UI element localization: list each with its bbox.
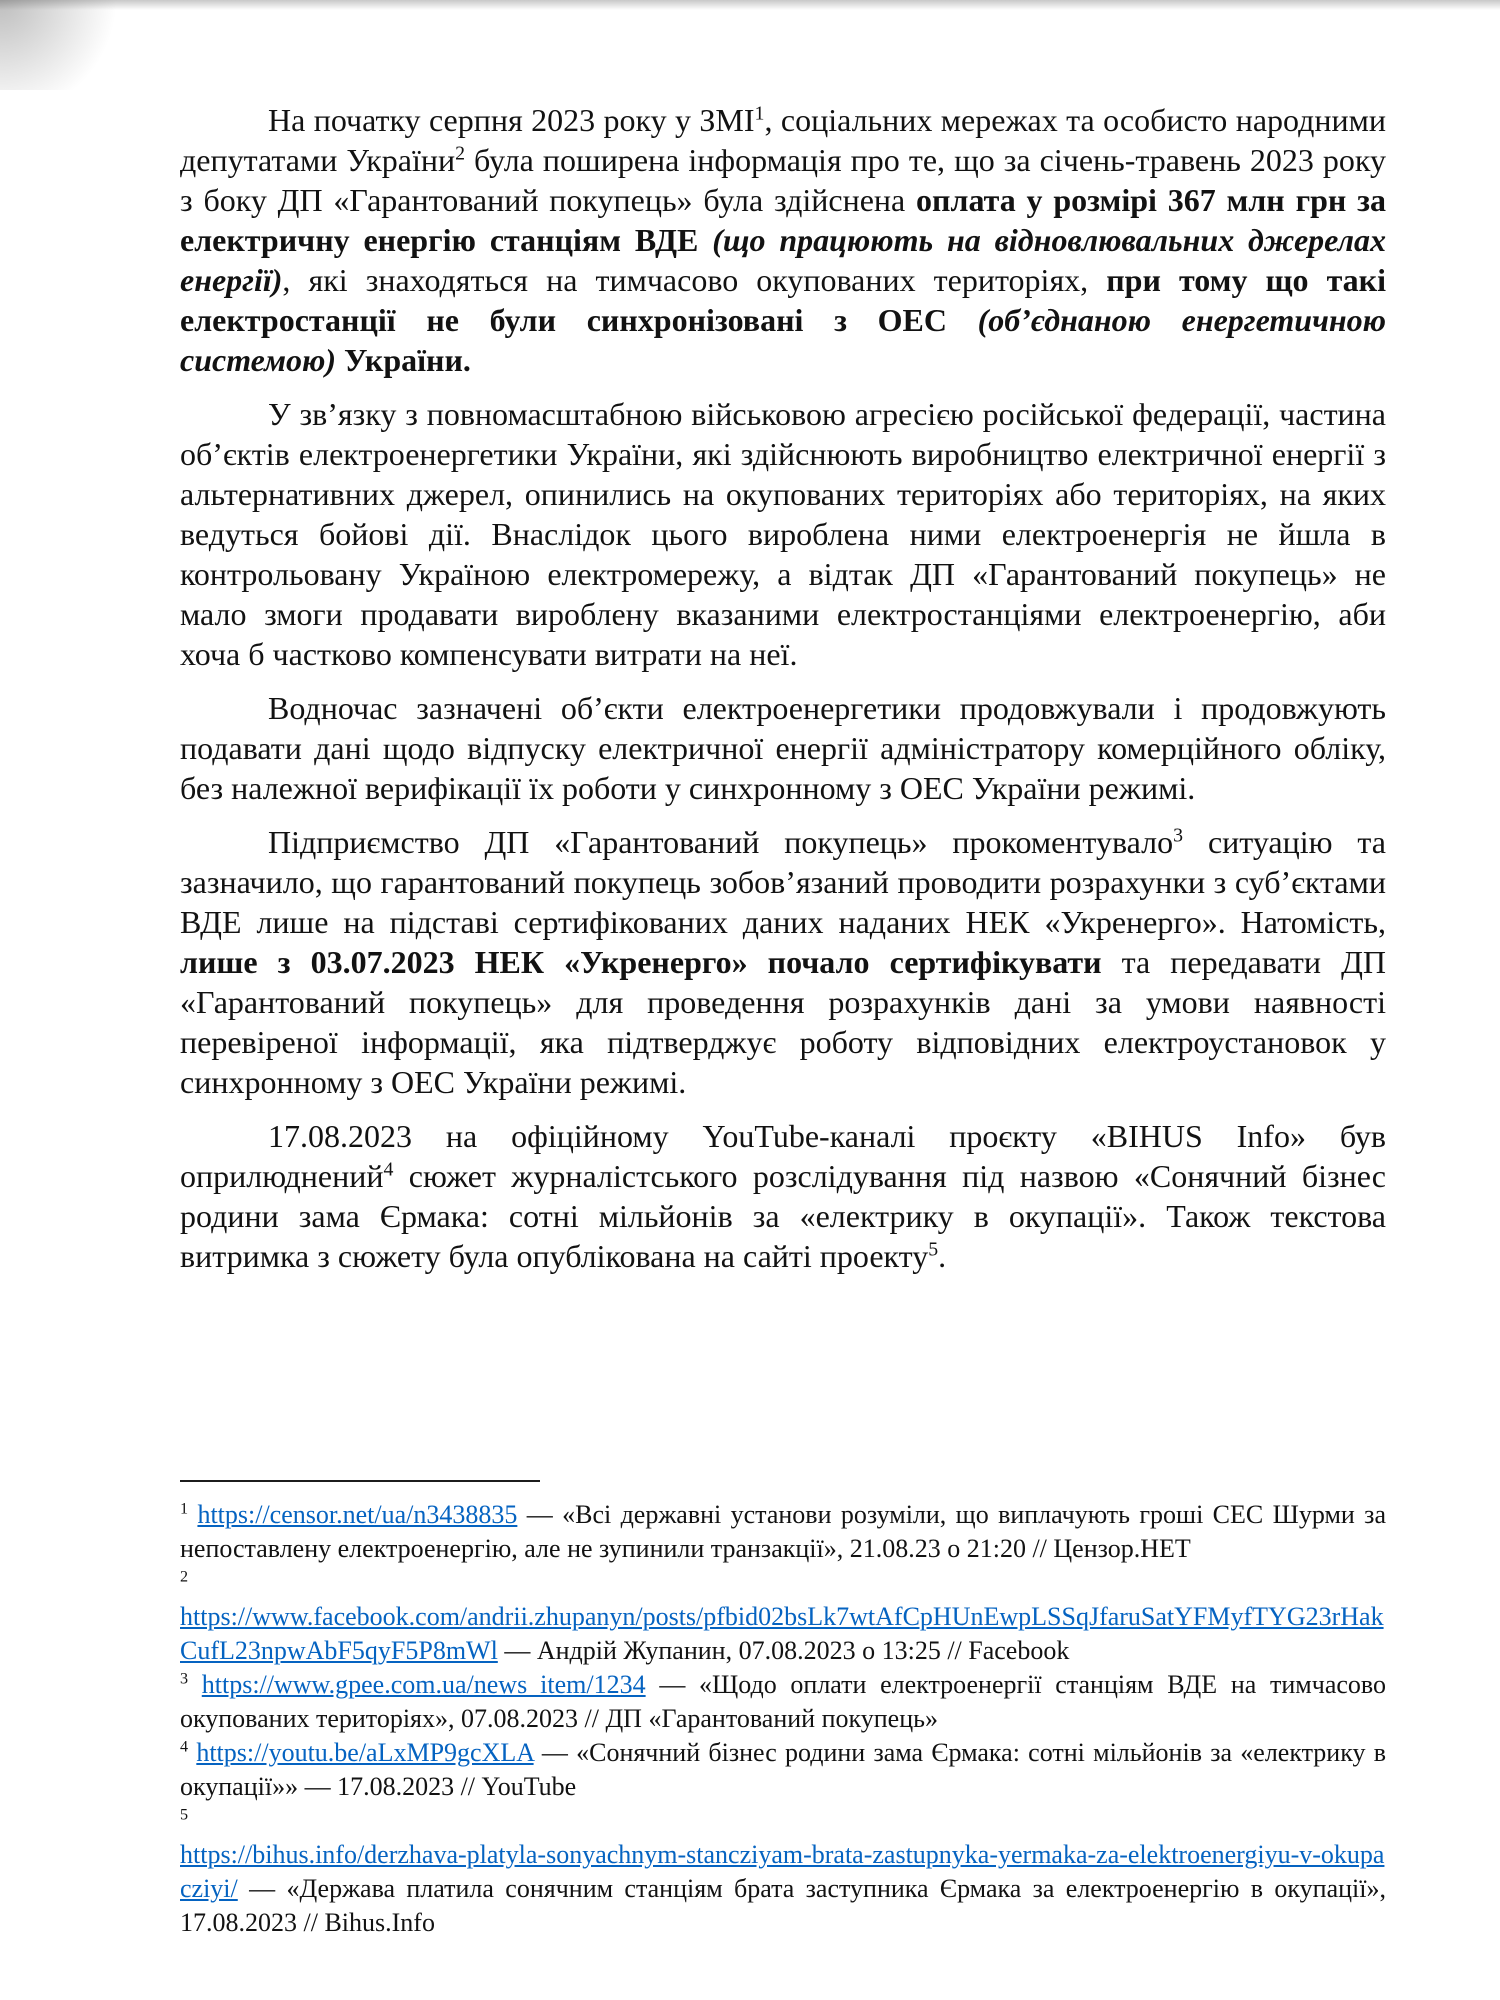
text-segment: лише з 03.07.2023 НЕК «Укренерго» почало сертифікувати xyxy=(180,944,1102,980)
text-segment: України. xyxy=(336,342,471,378)
footnote-ref: 2 xyxy=(180,1568,189,1586)
footnote-ref: 4 xyxy=(180,1738,189,1756)
text-segment: оплата у розмірі 367 млн грн за електричну енергію станціям ВДЕ xyxy=(180,182,1387,258)
footnote-ref: 5 xyxy=(928,1238,939,1261)
text-segment xyxy=(188,1670,202,1699)
body-paragraph xyxy=(180,688,1386,808)
text-segment: — Андрій Жупанин, 07.08.2023 о 13:25 // Facebook xyxy=(497,1636,1070,1665)
footnote-ref: 3 xyxy=(180,1670,189,1688)
text-segment: — «Сонячний бізнес родини зама Єрмака: сотні мільйонів за «електрику в окупації»» — 17.08.2023 // YouTube xyxy=(180,1738,1387,1801)
footnotes-section xyxy=(180,1498,1386,1940)
text-segment: 17.08.2023 на офіційному YouTube-каналі проєкту «BIHUS Info» був оприлюднений xyxy=(180,1118,1386,1194)
text-segment: — «Щодо оплати електроенергії станціям ВДЕ на тимчасово окупованих територіях», 07.08.2023 // ДП «Гарантований покупець» xyxy=(180,1670,1386,1733)
text-segment: На початку серпня 2023 року у ЗМІ xyxy=(268,102,755,138)
text-segment: — «Всі державні установи розуміли, що виплачують гроші СЕС Шурми за непоставлену електроенергію, але не зупинили транзакції», 21.08.23 о 21:20 // Цензор.НЕТ xyxy=(180,1500,1386,1563)
footnote-link[interactable]: https://www.gpee.com.ua/news_item/1234 xyxy=(201,1670,646,1699)
text-segment: — «Держава платила сонячним станціям брата заступника Єрмака за електроенергію в окупації», 17.08.2023 // Bihus.Info xyxy=(180,1874,1386,1937)
text-segment: (об’єднаною енергетичною системою) xyxy=(180,302,1387,378)
document-body xyxy=(180,100,1386,1290)
text-segment: Водночас зазначені об’єкти електроенергетики продовжували і продовжують подавати дані щодо відпуску електричної енергії адміністратору комерційного обліку, без належної верифікації їх роботи у синхронному з ОЕС України режимі. xyxy=(180,690,1386,806)
footnote-link[interactable]: https://www.facebook.com/andrii.zhupanyn/posts/pfbid02bsLk7wtAfCpHUnEwpLSSqJfaruSatYFMyfTYG23rHakCufL23npwAbF5qyF5P8mWl xyxy=(180,1602,1384,1665)
footnote-item xyxy=(180,1668,1386,1736)
body-paragraph xyxy=(180,822,1386,1102)
footnote-item xyxy=(180,1804,1386,1940)
text-segment: при тому що такі електростанції не були синхронізовані з ОЕС xyxy=(180,262,1387,338)
text-segment: сюжет журналістського розслідування під назвою «Сонячний бізнес родини зама Єрмака: сотні мільйонів за «електрику в окупації». Також текстова витримка з сюжету була опублікована на сайті проекту xyxy=(180,1158,1386,1274)
text-segment: (що працюють на відновлювальних джерелах енергії) xyxy=(180,222,1387,298)
footnote-ref: 2 xyxy=(455,142,466,165)
text-segment: У зв’язку з повномасштабною військовою агресією російської федерації, частина об’єктів електроенергетики України, які здійснюють виробництво електричної енергії з альтернативних джерел, опинились на окупованих територіях або територіях, на яких ведуться бойові дії. Внаслідок цього вироблена ними електроенергія не йшла в контрольовану Україною електромережу, а відтак ДП «Гарантований покупець» не мало змоги продавати вироблену вказаними електростанціями електроенергію, аби хоча б частково компенсувати витрати на неї. xyxy=(180,396,1386,672)
footnote-ref: 1 xyxy=(180,1500,189,1518)
text-segment: , соціальних мережах та особисто народними депутатами України xyxy=(180,102,1387,178)
footnote-item xyxy=(180,1566,1386,1668)
text-segment: Підприємство ДП «Гарантований покупець» прокоментувало xyxy=(268,824,1174,860)
body-paragraph xyxy=(180,100,1386,380)
footnote-ref: 5 xyxy=(180,1806,189,1824)
footnote-separator xyxy=(180,1480,540,1482)
footnote-ref: 3 xyxy=(1173,824,1184,847)
text-segment: , які знаходяться на тимчасово окупованих територіях, xyxy=(282,262,1107,298)
footnote-ref: 4 xyxy=(383,1158,394,1181)
footnote-link[interactable]: https://youtu.be/aLxMP9gcXLA xyxy=(196,1738,534,1767)
text-segment: була поширена інформація про те, що за січень-травень 2023 року з боку ДП «Гарантований покупець» була здійснена xyxy=(180,142,1387,218)
text-segment: ситуацію та зазначило, що гарантований покупець зобов’язаний проводити розрахунки з суб’єктами ВДЕ лише на підставі сертифікованих даних наданих НЕК «Укренерго». Натомість, xyxy=(180,824,1387,940)
body-paragraph xyxy=(180,1116,1386,1276)
text-segment: . xyxy=(938,1238,947,1274)
text-segment: та передавати ДП «Гарантований покупець» для проведення розрахунків дані за умови наявності перевіреної інформації, яка підтверджує роботу відповідних електроустановок у синхронному з ОЕС України режимі. xyxy=(180,944,1387,1100)
footnote-link[interactable]: https://bihus.info/derzhava-platyla-sonyachnym-stancziyam-brata-zastupnyka-yermaka-za-elektroenergiyu-v-okupacziyi/ xyxy=(180,1840,1385,1903)
body-paragraph xyxy=(180,394,1386,674)
footnote-ref: 1 xyxy=(754,102,765,125)
footnote-item xyxy=(180,1498,1386,1566)
footnote-item xyxy=(180,1736,1386,1804)
footnote-link[interactable]: https://censor.net/ua/n3438835 xyxy=(197,1500,518,1529)
